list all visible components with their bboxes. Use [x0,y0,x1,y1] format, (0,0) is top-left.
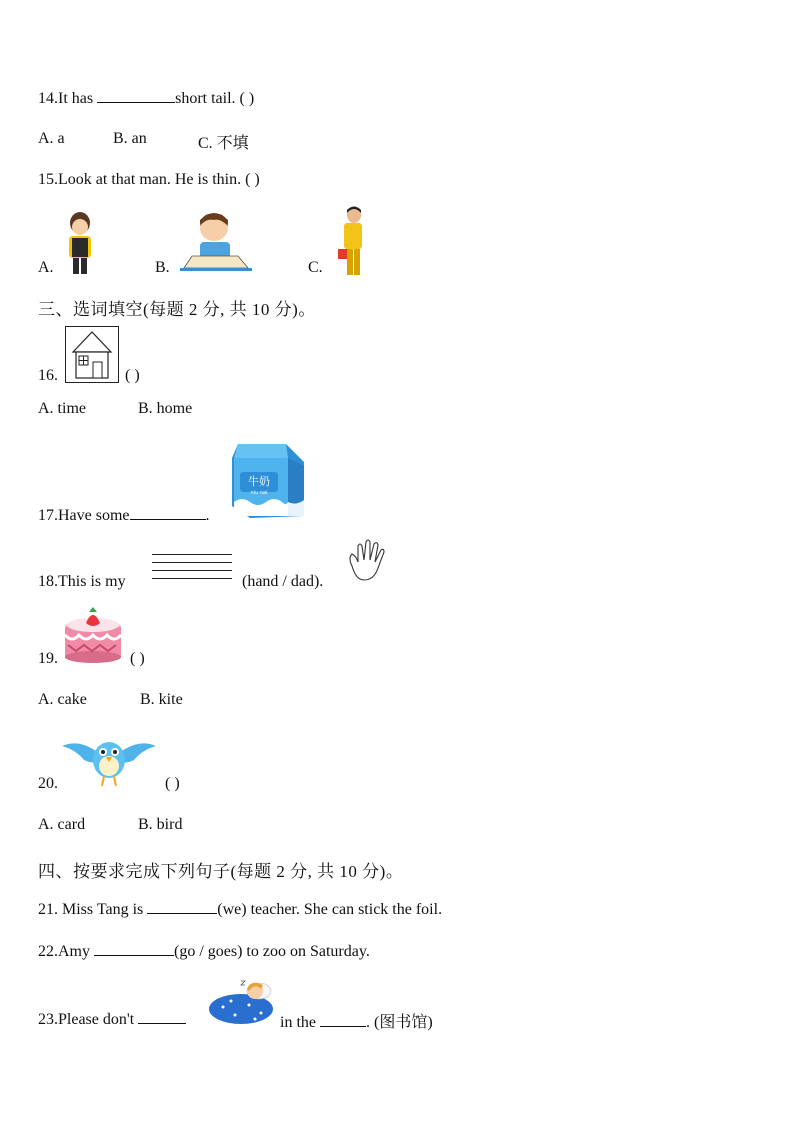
q16-option-b[interactable]: B. home [138,400,193,417]
q14-suffix: short tail. ( ) [175,90,255,107]
q19-option-b[interactable]: B. kite [140,691,183,708]
bird-icon [60,728,158,790]
q20-option-b[interactable]: B. bird [138,816,183,833]
q19-option-a[interactable]: A. cake [38,691,87,708]
q17-blank[interactable] [130,505,206,520]
boy-writing-icon [180,212,252,274]
question-23-part1 [38,1009,186,1029]
question-21 [38,899,442,919]
q22-blank[interactable] [94,941,174,956]
q14-option-a[interactable]: A. a [38,130,65,147]
q19-number: 19. [38,650,58,667]
q14-option-c[interactable]: C. 不填 [198,135,249,152]
question-17 [38,505,210,525]
q18-hint: (hand / dad). [242,573,324,590]
q15-option-b[interactable]: B. [155,259,170,276]
house-icon [65,326,119,383]
q18-writing-lines[interactable] [152,554,232,586]
sleeping-child-icon [205,975,275,1027]
question-23-part2 [280,1009,433,1032]
q22-prefix: 22.Amy [38,943,94,960]
milk-carton-pinyin: niu nai [250,490,268,496]
q17-text: 17.Have some [38,507,130,524]
q21-blank[interactable] [147,899,217,914]
section-3-title: 三、选词填空(每题 2 分, 共 10 分)。 [38,300,316,319]
q22-suffix: (go / goes) to zoo on Saturday. [174,943,370,960]
q15-option-c[interactable]: C. [308,259,323,276]
q23-suffix: . (图书馆) [366,1014,433,1031]
q15-stem: 15.Look at that man. He is thin. ( ) [38,171,260,188]
q21-prefix: 21. Miss Tang is [38,901,148,918]
hand-icon [344,536,390,584]
milk-carton-label: 牛奶 [248,475,270,488]
q23-blank-2[interactable] [320,1012,366,1027]
q23-middle: in the [280,1014,320,1031]
q16-number: 16. [38,367,58,384]
question-22 [38,941,370,961]
q23-prefix: 23.Please don't [38,1011,139,1028]
q20-option-a[interactable]: A. card [38,816,86,833]
q16-answer-paren[interactable]: ( ) [125,367,140,384]
q21-suffix: (we) teacher. She can stick the foil. [217,901,443,918]
q16-option-a[interactable]: A. time [38,400,86,417]
q19-answer-paren[interactable]: ( ) [130,650,145,667]
q14-options [38,130,249,152]
question-14 [38,88,254,108]
q17-end: . [205,507,210,524]
q15-option-a[interactable]: A. [38,259,54,276]
q18-text: 18.This is my [38,573,126,590]
man-reading-icon [332,205,368,277]
q14-option-b[interactable]: B. an [113,130,147,147]
q14-prefix: 14.It has [38,90,98,107]
cake-icon [62,605,124,663]
q14-blank[interactable] [97,88,175,103]
q20-number: 20. [38,775,58,792]
boy-thin-icon [60,210,100,276]
q23-blank-1[interactable] [138,1009,186,1024]
q20-answer-paren[interactable]: ( ) [165,775,180,792]
section-4-title: 四、按要求完成下列句子(每题 2 分, 共 10 分)。 [38,862,404,881]
milk-carton-icon [228,436,308,522]
